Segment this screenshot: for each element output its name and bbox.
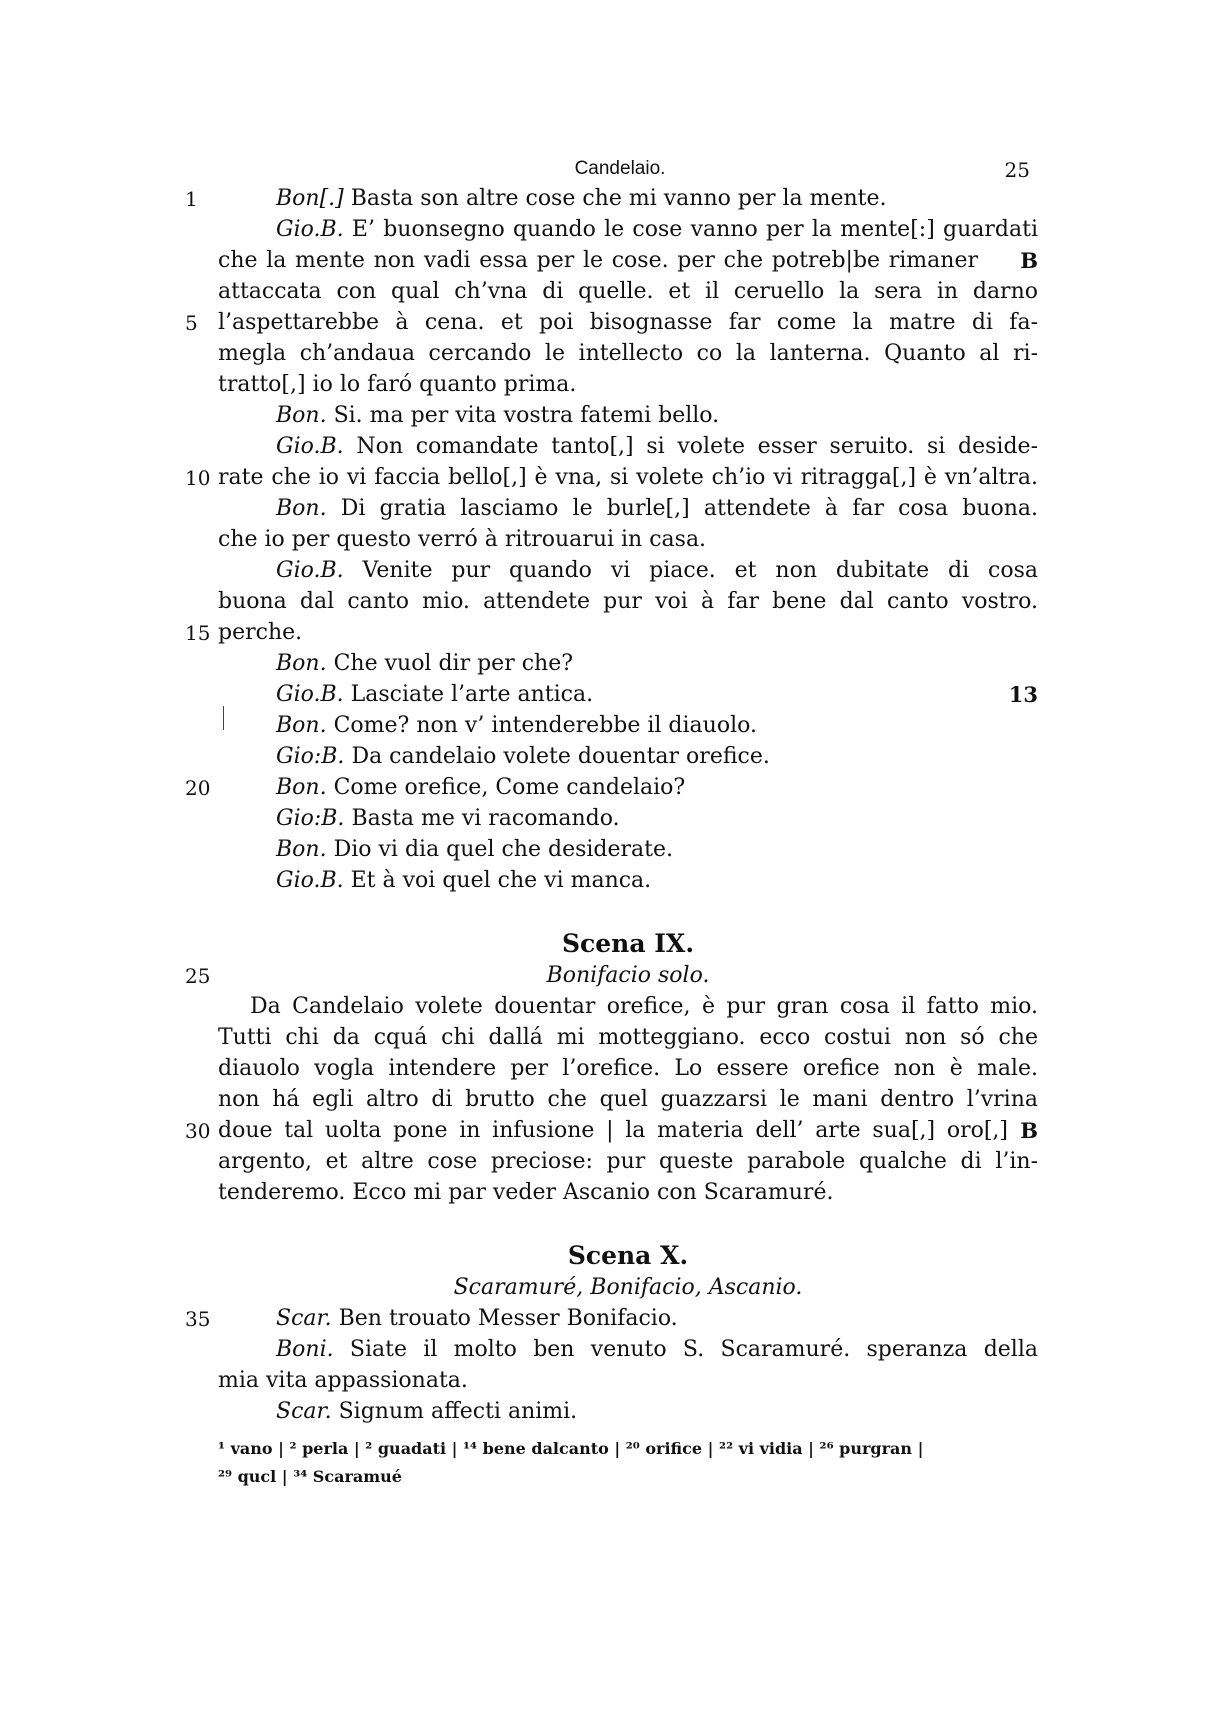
dialogue-line xyxy=(218,400,1038,432)
line-number: 15 xyxy=(185,621,211,645)
dialogue-line xyxy=(218,1303,1038,1335)
speech: Siate il molto ben venuto S. Scaramuré. speranza della xyxy=(349,1337,1038,1362)
dialogue-line xyxy=(218,741,1038,773)
dialogue-line xyxy=(218,183,1038,215)
dialogue-line xyxy=(218,493,1038,525)
scene-heading: Scena IX. xyxy=(561,929,695,958)
text-line: doue tal uolta pone in infusione | la materia dell’ arte sua[,] oro[,] xyxy=(218,1118,1008,1143)
dialogue-line xyxy=(218,431,1038,463)
speech: Che vuol dir per che? xyxy=(333,651,574,676)
scene-persons: Bonifacio solo. xyxy=(546,963,710,988)
scene-persons: Scaramuré, Bonifacio, Ascanio. xyxy=(453,1275,803,1300)
speech: Basta me vi racomando. xyxy=(351,806,620,831)
text-line: Tutti chi da cquá chi dallá mi motteggiano. ecco costui non só che xyxy=(218,1025,1038,1050)
line-number: 25 xyxy=(185,964,211,988)
speaker: Bon. xyxy=(276,403,327,428)
scene-heading: Scena X. xyxy=(567,1241,689,1270)
speaker: Gio.B. xyxy=(276,434,344,459)
line-number: 5 xyxy=(185,311,198,335)
text-line: che io per questo verró à ritrouarui in casa. xyxy=(218,527,707,552)
text-line: diauolo vogla intendere per l’orefice. Lo essere orefice non è male. xyxy=(218,1056,1038,1081)
dialogue-line xyxy=(218,772,1038,804)
line-number: 35 xyxy=(185,1307,211,1331)
dialogue-line xyxy=(218,803,1038,835)
speaker: Gio:B. xyxy=(276,806,345,831)
dialogue-line xyxy=(218,679,1038,711)
text-line: tratto[,] io lo faró quanto prima. xyxy=(218,372,577,397)
speech: Come orefice, Come candelaio? xyxy=(333,775,686,800)
speech: Venite pur quando vi piace. et non dubitate di cosa xyxy=(362,558,1038,583)
line-number: 1 xyxy=(185,187,198,211)
speech: Et à voi quel che vi manca. xyxy=(350,868,652,893)
line-number: 20 xyxy=(185,776,211,800)
text-line: perche. xyxy=(218,620,303,645)
speaker: Gio.B. xyxy=(276,558,344,583)
page-number: 25 xyxy=(1004,158,1030,182)
speaker: Scar. xyxy=(276,1399,332,1424)
dialogue-line xyxy=(218,1396,1038,1428)
speaker: Gio.B. xyxy=(276,217,344,242)
margin-mark: B xyxy=(1020,248,1038,273)
speech: Di gratia lasciamo le burle[,] attendete à far cosa buona. xyxy=(340,496,1038,521)
running-title: Candelaio. xyxy=(574,158,666,179)
speech: Non comandate tanto[,] si volete esser seruito. si deside- xyxy=(356,434,1038,459)
line-number: 30 xyxy=(185,1119,211,1143)
speech: Si. ma per vita vostra fatemi bello. xyxy=(333,403,720,428)
margin-page-ref: 13 xyxy=(1008,682,1038,707)
speech: Ben trouato Messer Bonifacio. xyxy=(338,1306,678,1331)
speech: Lasciate l’arte antica. xyxy=(350,682,594,707)
speech: Basta son altre cose che mi vanno per la mente. xyxy=(350,186,887,211)
footnote-line: ¹ vano | ² perla | ² guadati | ¹⁴ bene dalcanto | ²⁰ orifice | ²² vi vidia | ²⁶ purgran | xyxy=(218,1439,924,1458)
text-line: argento, et altre cose preciose: pur queste parabole qualche di l’in- xyxy=(218,1149,1038,1174)
speech: Come? non v’ intenderebbe il diauolo. xyxy=(333,713,757,738)
speaker: Bon. xyxy=(276,496,327,521)
text-line: buona dal canto mio. attendete pur voi à far bene dal canto vostro. xyxy=(218,589,1038,614)
text-line: mia vita appassionata. xyxy=(218,1368,468,1393)
line-number: 10 xyxy=(185,466,211,490)
margin-mark: B xyxy=(1020,1118,1038,1143)
speech: Dio vi dia quel che desiderate. xyxy=(333,837,673,862)
text-line: Da Candelaio volete douentar orefice, è pur gran cosa il fatto mio. xyxy=(250,994,1038,1019)
speech: Signum affecti animi. xyxy=(338,1399,578,1424)
dialogue-line xyxy=(218,710,1038,742)
text-line: rate che io vi faccia bello[,] è vna, si volete ch’io vi ritragga[,] è vn’altra. xyxy=(218,465,1038,490)
text-line: non há egli altro di brutto che quel guazzarsi le mani dentro l’vrina xyxy=(218,1087,1038,1112)
footnote-line: ²⁹ qucl | ³⁴ Scaramué xyxy=(218,1467,402,1486)
dialogue-line xyxy=(218,865,1038,897)
dialogue-line xyxy=(218,834,1038,866)
speaker: Gio:B. xyxy=(276,744,345,769)
text-line: che la mente non vadi essa per le cose. per che potreb|be rimaner xyxy=(218,248,978,273)
speaker: Bon. xyxy=(276,651,327,676)
text-line: megla ch’andaua cercando le intellecto co la lanterna. Quanto al ri- xyxy=(218,341,1038,366)
dialogue-line xyxy=(218,1334,1038,1366)
speaker: Gio.B. xyxy=(276,682,344,707)
speaker: Gio.B. xyxy=(276,868,344,893)
dialogue-line xyxy=(218,555,1038,587)
speech: Da candelaio volete douentar orefice. xyxy=(351,744,770,769)
speaker: Scar. xyxy=(276,1306,332,1331)
speaker: Bon. xyxy=(276,713,327,738)
speaker: Bon[.] xyxy=(276,186,344,211)
dialogue-line xyxy=(218,214,1038,246)
text-line: attaccata con qual ch’vna di quelle. et il ceruello la sera in darno xyxy=(218,279,1038,304)
dialogue-line xyxy=(218,648,1038,680)
text-line: tenderemo. Ecco mi par veder Ascanio con Scaramuré. xyxy=(218,1180,834,1205)
speaker: Bon. xyxy=(276,775,327,800)
speech: E’ buonsegno quando le cose vanno per la mente[:] guardati xyxy=(351,217,1039,242)
speaker: Bon. xyxy=(276,837,327,862)
text-line: l’aspettarebbe à cena. et poi bisognasse far come la matre di fa- xyxy=(218,310,1038,335)
speaker: Boni. xyxy=(276,1337,334,1362)
